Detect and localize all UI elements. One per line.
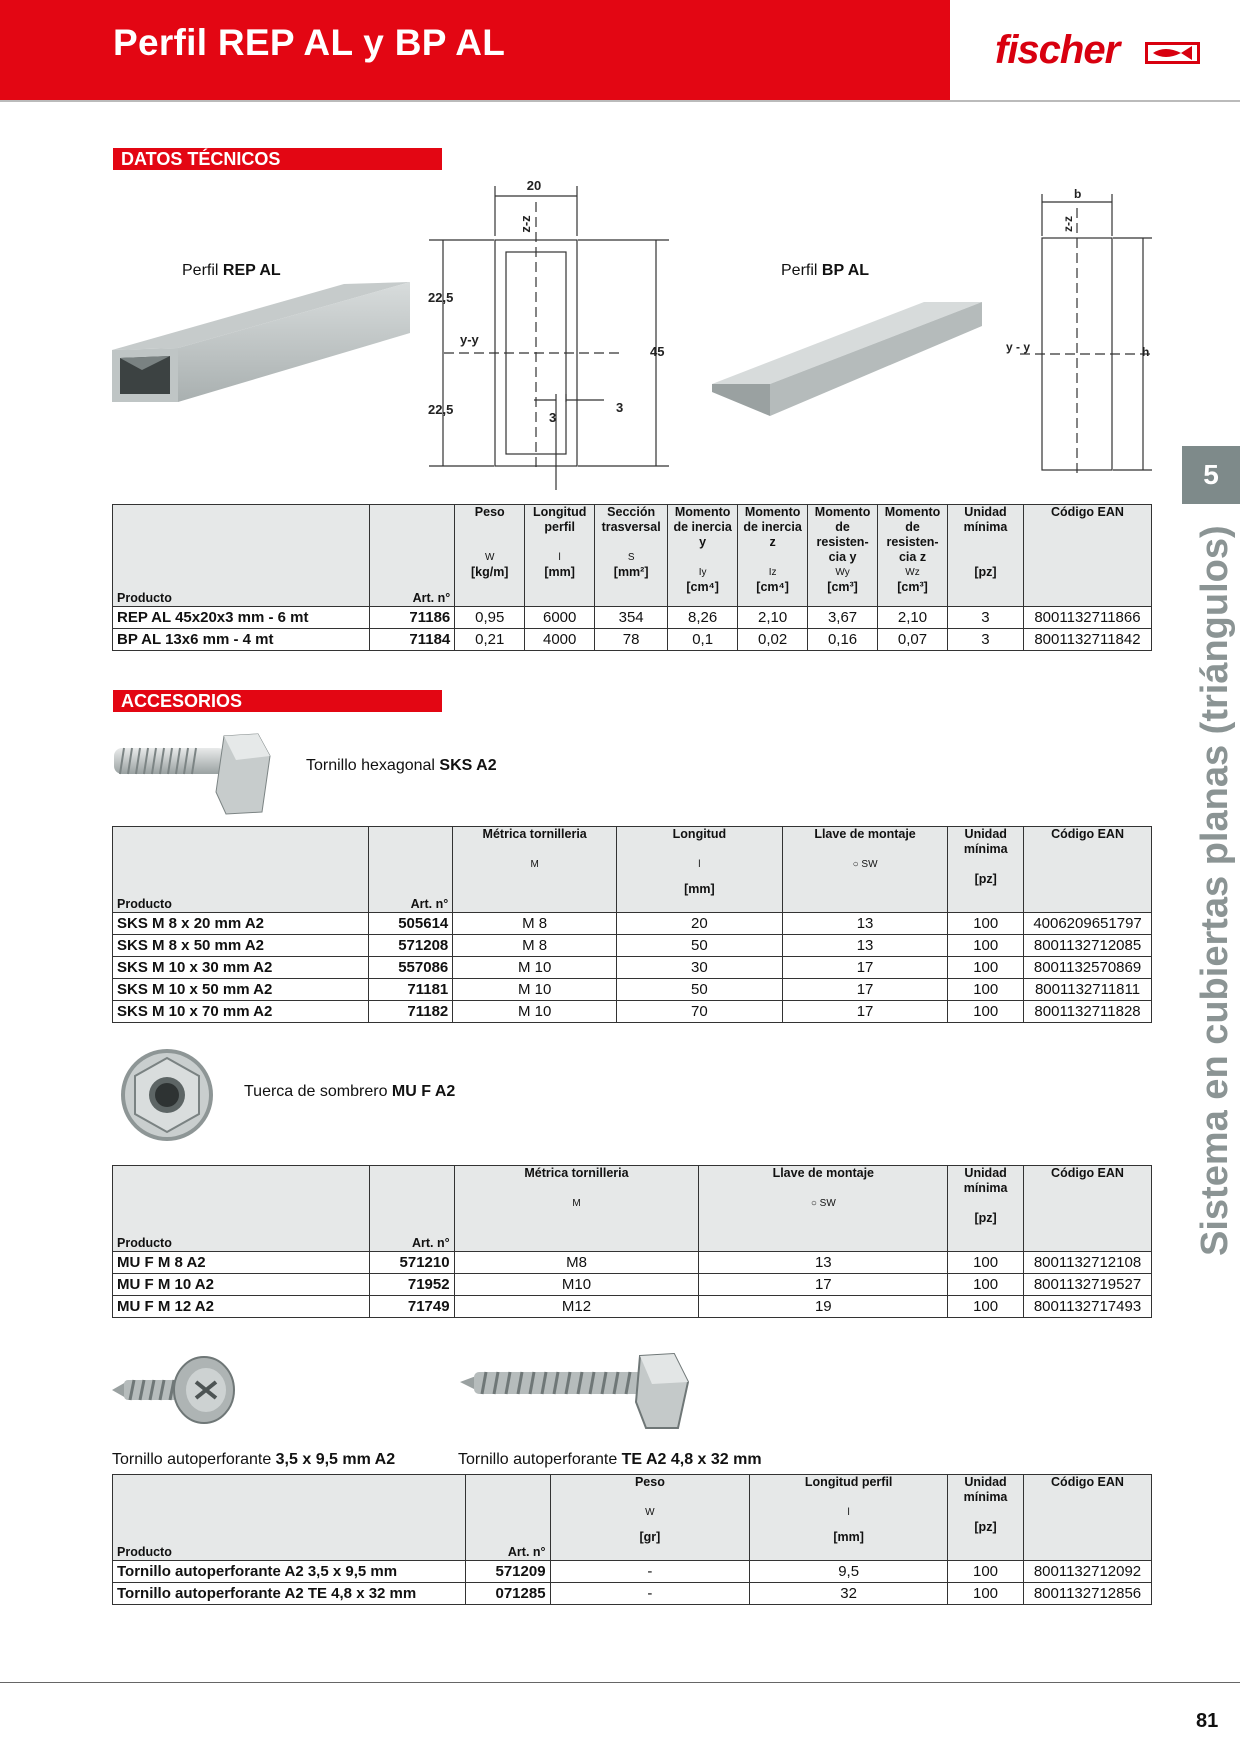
self-drilling-screw-small-image <box>112 1354 236 1428</box>
col-header: Unidad mínima [pz] <box>948 1166 1024 1252</box>
svg-text:z-z: z-z <box>1061 216 1075 232</box>
svg-text:20: 20 <box>526 178 542 193</box>
fish-logo-icon <box>1145 42 1200 64</box>
col-header: Longitud l [mm] <box>617 827 783 913</box>
cell: 50 <box>617 979 783 1001</box>
cell: 100 <box>948 935 1024 957</box>
cell: 13 <box>782 935 948 957</box>
svg-text:y - y: y - y <box>1006 340 1031 354</box>
cell-product: REP AL 45x20x3 mm - 6 mt <box>113 607 370 629</box>
cell-ean: 8001132711866 <box>1023 607 1151 629</box>
cell: M12 <box>454 1296 699 1318</box>
table-header-row <box>113 1166 1152 1252</box>
cell: M 10 <box>453 979 617 1001</box>
cell: 0,16 <box>808 629 878 651</box>
chapter-title-vertical: Sistema en cubiertas planas (triángulos) <box>1194 525 1236 1256</box>
cell: 17 <box>782 1001 948 1023</box>
cell: M 8 <box>453 913 617 935</box>
col-header: Sección trasversal S [mm²] <box>595 505 668 607</box>
cell: 3 <box>948 629 1024 651</box>
cap-nut-table <box>112 1165 1152 1318</box>
cell: M10 <box>454 1274 699 1296</box>
table-header-row <box>113 505 1152 607</box>
col-header: Longitud perfil l [mm] <box>525 505 595 607</box>
cell-art: 71182 <box>368 1001 453 1023</box>
svg-text:h: h <box>1142 345 1150 359</box>
cell-art: 071285 <box>465 1583 550 1605</box>
cell-product: SKS M 10 x 50 mm A2 <box>113 979 369 1001</box>
cell: 100 <box>948 1296 1024 1318</box>
rep-al-section-drawing <box>424 172 682 490</box>
bp-al-section-drawing <box>1000 188 1160 478</box>
cell-ean: 8001132711811 <box>1024 979 1152 1001</box>
cell-ean: 4006209651797 <box>1024 913 1152 935</box>
cell-ean: 8001132570869 <box>1024 957 1152 979</box>
rep-al-profile-image <box>112 278 410 404</box>
table-row <box>113 629 1152 651</box>
cell: M 10 <box>453 1001 617 1023</box>
cell-product: Tornillo autoperforante A2 TE 4,8 x 32 mm <box>113 1583 466 1605</box>
hex-screw-table <box>112 826 1152 1023</box>
cell-ean: 8001132712856 <box>1023 1583 1151 1605</box>
svg-text:22,5: 22,5 <box>428 290 454 305</box>
rep-al-label: Perfil REP AL <box>182 262 281 279</box>
cell-art: 505614 <box>368 913 453 935</box>
cell: 13 <box>782 913 948 935</box>
cell-art: 71952 <box>369 1274 454 1296</box>
cell: 100 <box>948 1561 1024 1583</box>
col-header: Código EAN <box>1024 1166 1152 1252</box>
self-drilling-label-a: Tornillo autoperforante 3,5 x 9,5 mm A2 <box>112 1451 396 1468</box>
self-drilling-table <box>112 1474 1152 1605</box>
table-row <box>113 1001 1152 1023</box>
svg-text:3: 3 <box>616 400 624 415</box>
cell: 0,21 <box>455 629 525 651</box>
cell-ean: 8001132717493 <box>1024 1296 1152 1318</box>
svg-text:z-z: z-z <box>518 215 533 233</box>
bp-al-profile-image <box>712 300 982 416</box>
col-header: Métrica tornilleria M <box>453 827 617 913</box>
cell: 100 <box>948 957 1024 979</box>
table-row <box>113 1561 1152 1583</box>
page-number: 81 <box>1196 1710 1219 1732</box>
col-header: Código EAN <box>1024 827 1152 913</box>
svg-text:b: b <box>1074 188 1082 201</box>
cell-art: 557086 <box>368 957 453 979</box>
cell: 50 <box>617 935 783 957</box>
cell-product: MU F M 12 A2 <box>113 1296 370 1318</box>
col-header: Unidad mínima [pz] <box>948 1475 1024 1561</box>
cell-product: SKS M 8 x 20 mm A2 <box>113 913 369 935</box>
cell: 4000 <box>525 629 595 651</box>
cell: 78 <box>595 629 668 651</box>
col-header: Producto <box>113 1166 370 1252</box>
svg-text:45: 45 <box>650 344 665 359</box>
cell-ean: 8001132711828 <box>1024 1001 1152 1023</box>
cell: 17 <box>699 1274 948 1296</box>
cell-product: MU F M 8 A2 <box>113 1252 370 1274</box>
col-header: Art. n° <box>465 1475 550 1561</box>
cell-ean: 8001132711842 <box>1023 629 1151 651</box>
cell: 6000 <box>525 607 595 629</box>
cap-nut-image <box>118 1046 216 1144</box>
cell: 2,10 <box>878 607 948 629</box>
cell-art: 71181 <box>368 979 453 1001</box>
cell-ean: 8001132712108 <box>1024 1252 1152 1274</box>
cell-product: MU F M 10 A2 <box>113 1274 370 1296</box>
cell: - <box>550 1561 750 1583</box>
table-header-row <box>113 827 1152 913</box>
table-row <box>113 979 1152 1001</box>
col-header: Llave de montaje ○ SW <box>699 1166 948 1252</box>
section-accessories: ACCESORIOS <box>113 690 442 712</box>
col-header: Peso W [gr] <box>550 1475 750 1561</box>
table-row <box>113 1296 1152 1318</box>
table-row <box>113 1252 1152 1274</box>
col-header: Producto <box>113 1475 466 1561</box>
cell: 20 <box>617 913 783 935</box>
cell-ean: 8001132712092 <box>1023 1561 1151 1583</box>
brand-logo: fischer <box>995 28 1120 72</box>
cell: 0,07 <box>878 629 948 651</box>
cell: 100 <box>948 913 1024 935</box>
bp-al-label: Perfil BP AL <box>781 262 870 279</box>
table-row <box>113 1274 1152 1296</box>
cell: 3 <box>948 607 1024 629</box>
col-header: Código EAN <box>1023 505 1151 607</box>
col-header: Llave de montaje ○ SW <box>782 827 948 913</box>
cell: 17 <box>782 979 948 1001</box>
cell: 100 <box>948 1274 1024 1296</box>
svg-text:y-y: y-y <box>460 332 479 347</box>
col-header: Momento de inercia y Iy [cm⁴] <box>668 505 738 607</box>
cell: 9,5 <box>750 1561 948 1583</box>
cell-art: 571210 <box>369 1252 454 1274</box>
col-header: Producto <box>113 505 370 607</box>
col-header: Momento de resisten-cia y Wy [cm³] <box>808 505 878 607</box>
footer-divider <box>0 1682 1240 1683</box>
cell: 354 <box>595 607 668 629</box>
chapter-tab: 5 <box>1182 446 1240 504</box>
col-header: Momento de inercia z Iz [cm⁴] <box>738 505 808 607</box>
svg-text:22,5: 22,5 <box>428 402 454 417</box>
col-header: Art. n° <box>368 827 453 913</box>
cap-nut-label: Tuerca de sombrero MU F A2 <box>244 1083 456 1100</box>
cell: 19 <box>699 1296 948 1318</box>
cell: 2,10 <box>738 607 808 629</box>
cell-art: 71184 <box>370 629 455 651</box>
cell: 100 <box>948 1252 1024 1274</box>
cell: 0,95 <box>455 607 525 629</box>
table-row <box>113 913 1152 935</box>
col-header: Métrica tornilleria M <box>454 1166 699 1252</box>
cell: - <box>550 1583 750 1605</box>
cell-ean: 8001132712085 <box>1024 935 1152 957</box>
hex-screw-label: Tornillo hexagonal SKS A2 <box>306 757 497 774</box>
cell-art: 71186 <box>370 607 455 629</box>
col-header: Unidad mínima [pz] <box>948 827 1024 913</box>
hex-screw-image <box>112 732 272 816</box>
cell-product: Tornillo autoperforante A2 3,5 x 9,5 mm <box>113 1561 466 1583</box>
cell: 17 <box>782 957 948 979</box>
cell-art: 571209 <box>465 1561 550 1583</box>
section-technical-data: DATOS TÉCNICOS <box>113 148 442 170</box>
table-row <box>113 935 1152 957</box>
cell: 8,26 <box>668 607 738 629</box>
col-header: Unidad mínima [pz] <box>948 505 1024 607</box>
cell-ean: 8001132719527 <box>1024 1274 1152 1296</box>
table-header-row <box>113 1475 1152 1561</box>
table-row <box>113 957 1152 979</box>
technical-data-table <box>112 504 1152 651</box>
cell: 100 <box>948 979 1024 1001</box>
col-header: Momento de resisten-cia z Wz [cm³] <box>878 505 948 607</box>
cell: 32 <box>750 1583 948 1605</box>
col-header: Art. n° <box>370 505 455 607</box>
page-title: Perfil REP AL y BP AL <box>113 22 506 63</box>
col-header: Producto <box>113 827 369 913</box>
cell: M8 <box>454 1252 699 1274</box>
cell-art: 71749 <box>369 1296 454 1318</box>
cell: 100 <box>948 1583 1024 1605</box>
table-row <box>113 607 1152 629</box>
svg-text:3: 3 <box>549 410 557 425</box>
cell-product: SKS M 10 x 30 mm A2 <box>113 957 369 979</box>
col-header: Longitud perfil l [mm] <box>750 1475 948 1561</box>
cell: 3,67 <box>808 607 878 629</box>
cell: 13 <box>699 1252 948 1274</box>
cell: M 8 <box>453 935 617 957</box>
cell: 100 <box>948 1001 1024 1023</box>
cell: 0,02 <box>738 629 808 651</box>
col-header: Código EAN <box>1023 1475 1151 1561</box>
col-header: Art. n° <box>369 1166 454 1252</box>
cell-product: SKS M 8 x 50 mm A2 <box>113 935 369 957</box>
header-divider <box>0 100 1240 102</box>
cell-product: BP AL 13x6 mm - 4 mt <box>113 629 370 651</box>
cell: 30 <box>617 957 783 979</box>
table-row <box>113 1583 1152 1605</box>
cell: 70 <box>617 1001 783 1023</box>
self-drilling-label-b: Tornillo autoperforante TE A2 4,8 x 32 mm <box>458 1451 762 1468</box>
col-header: Peso W [kg/m] <box>455 505 525 607</box>
cell: 0,1 <box>668 629 738 651</box>
cell: M 10 <box>453 957 617 979</box>
cell-product: SKS M 10 x 70 mm A2 <box>113 1001 369 1023</box>
self-drilling-screw-te-image <box>460 1352 690 1432</box>
cell-art: 571208 <box>368 935 453 957</box>
